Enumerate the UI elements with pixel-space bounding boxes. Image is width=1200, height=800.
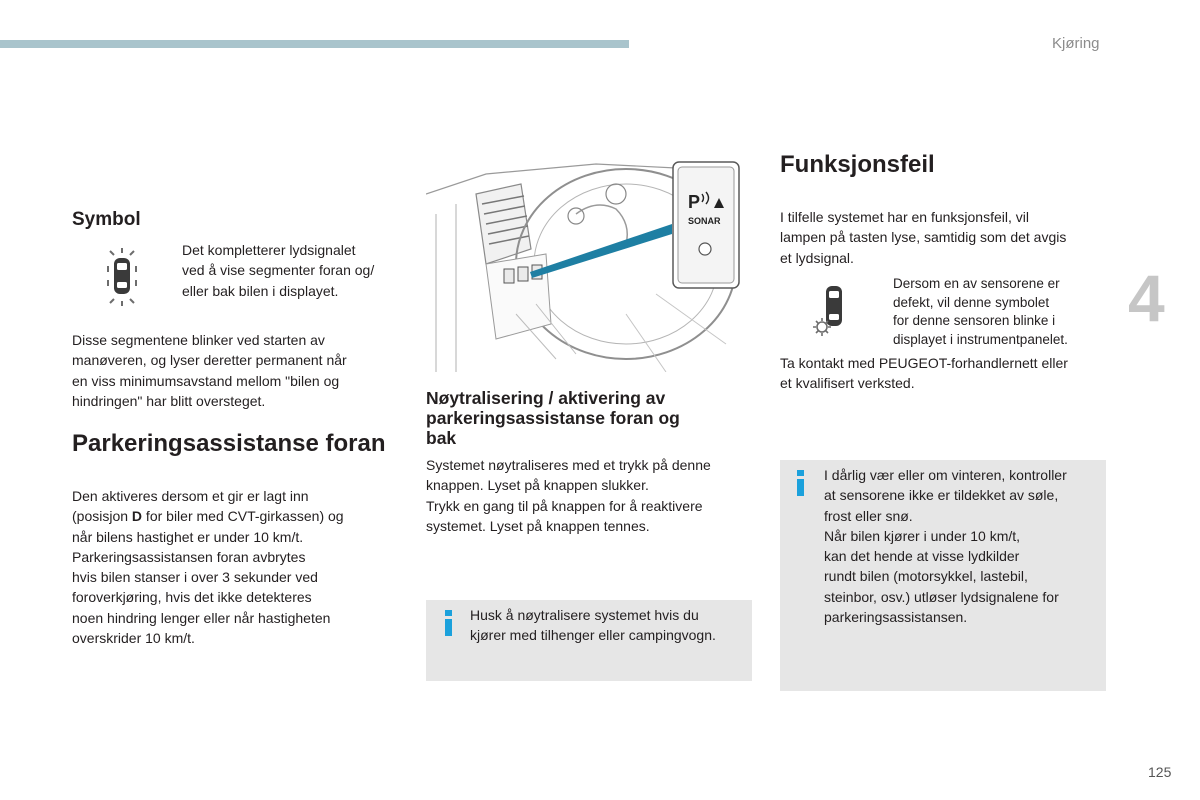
malfunction-paragraph: I tilfelle systemet har en funksjonsfeil, vil lampen på tasten lyse, samtidig som det avgis et lydsignal. bbox=[780, 209, 1067, 266]
sonar-button-label: SONAR bbox=[688, 216, 721, 226]
chapter-number: 4 bbox=[1128, 261, 1165, 335]
car-sensor-fault-icon bbox=[808, 282, 856, 344]
car-sensor-segments-icon bbox=[100, 246, 144, 308]
page-number: 125 bbox=[1148, 764, 1172, 780]
header-accent-rule bbox=[0, 40, 629, 48]
front-assist-paragraph: Den aktiveres dersom et gir er lagt inn (posisjon D for biler med CVT-girkassen) og når bilens hastighet er under 10 km/t. Parkeringsassistansen foran avbrytes hvis bilen stanser i over 3 sekunder ved foroverkjøring, hvis det ikke detekteres noen hindring lenger eller når hastigheten overskrider 10 km/t. bbox=[72, 488, 344, 647]
section-title: Kjøring bbox=[1052, 35, 1100, 52]
symbol-icon-description: Det kompletterer lydsignalet ved å vise segmenter foran og/ eller bak bilen i displayet. bbox=[182, 242, 375, 299]
weather-note-text: I dårlig vær eller om vinteren, kontroller at sensorene ikke er tildekket av søle, frost eller snø. Når bilen kjører i under 10 km/t, kan det hende at visse lydkilder rundt bilen (motorsykkel, lastebil, steinbor, osv.) utløser lydsignalene for parkeringsassistansen. bbox=[824, 467, 1067, 626]
trailer-note-text: Husk å nøytralisere systemet hvis du kjører med tilhenger eller campingvogn. bbox=[470, 607, 716, 644]
sonar-button-p-label: P bbox=[688, 192, 701, 212]
neutralize-heading: Nøytralisering / aktivering av parkeringsassistanse foran og bak bbox=[426, 388, 680, 448]
symbol-heading: Symbol bbox=[72, 209, 141, 230]
front-assist-heading: Parkeringsassistanse foran bbox=[72, 430, 386, 457]
dashboard-sonar-button-illustration bbox=[426, 154, 752, 372]
malfunction-contact: Ta kontakt med PEUGEOT-forhandlernett eller et kvalifisert verksted. bbox=[780, 355, 1068, 392]
trailer-note-box bbox=[426, 600, 752, 681]
malfunction-heading: Funksjonsfeil bbox=[780, 151, 935, 178]
malfunction-icon-description: Dersom en av sensorene er defekt, vil denne symbolet for denne sensoren blinke i displayet i instrumentpanelet. bbox=[893, 276, 1068, 347]
neutralize-paragraph: Systemet nøytraliseres med et trykk på denne knappen. Lyset på knappen slukker. Trykk en gang til på knappen for å reaktivere systemet. Lyset på knappen tennes. bbox=[426, 457, 711, 534]
symbol-paragraph: Disse segmentene blinker ved starten av manøveren, og lyser deretter permanent når en viss minimumsavstand mellom "bilen og hindringen" har blitt oversteget. bbox=[72, 332, 347, 409]
gear-position-d: D bbox=[131, 508, 143, 525]
weather-note-box bbox=[780, 460, 1106, 691]
